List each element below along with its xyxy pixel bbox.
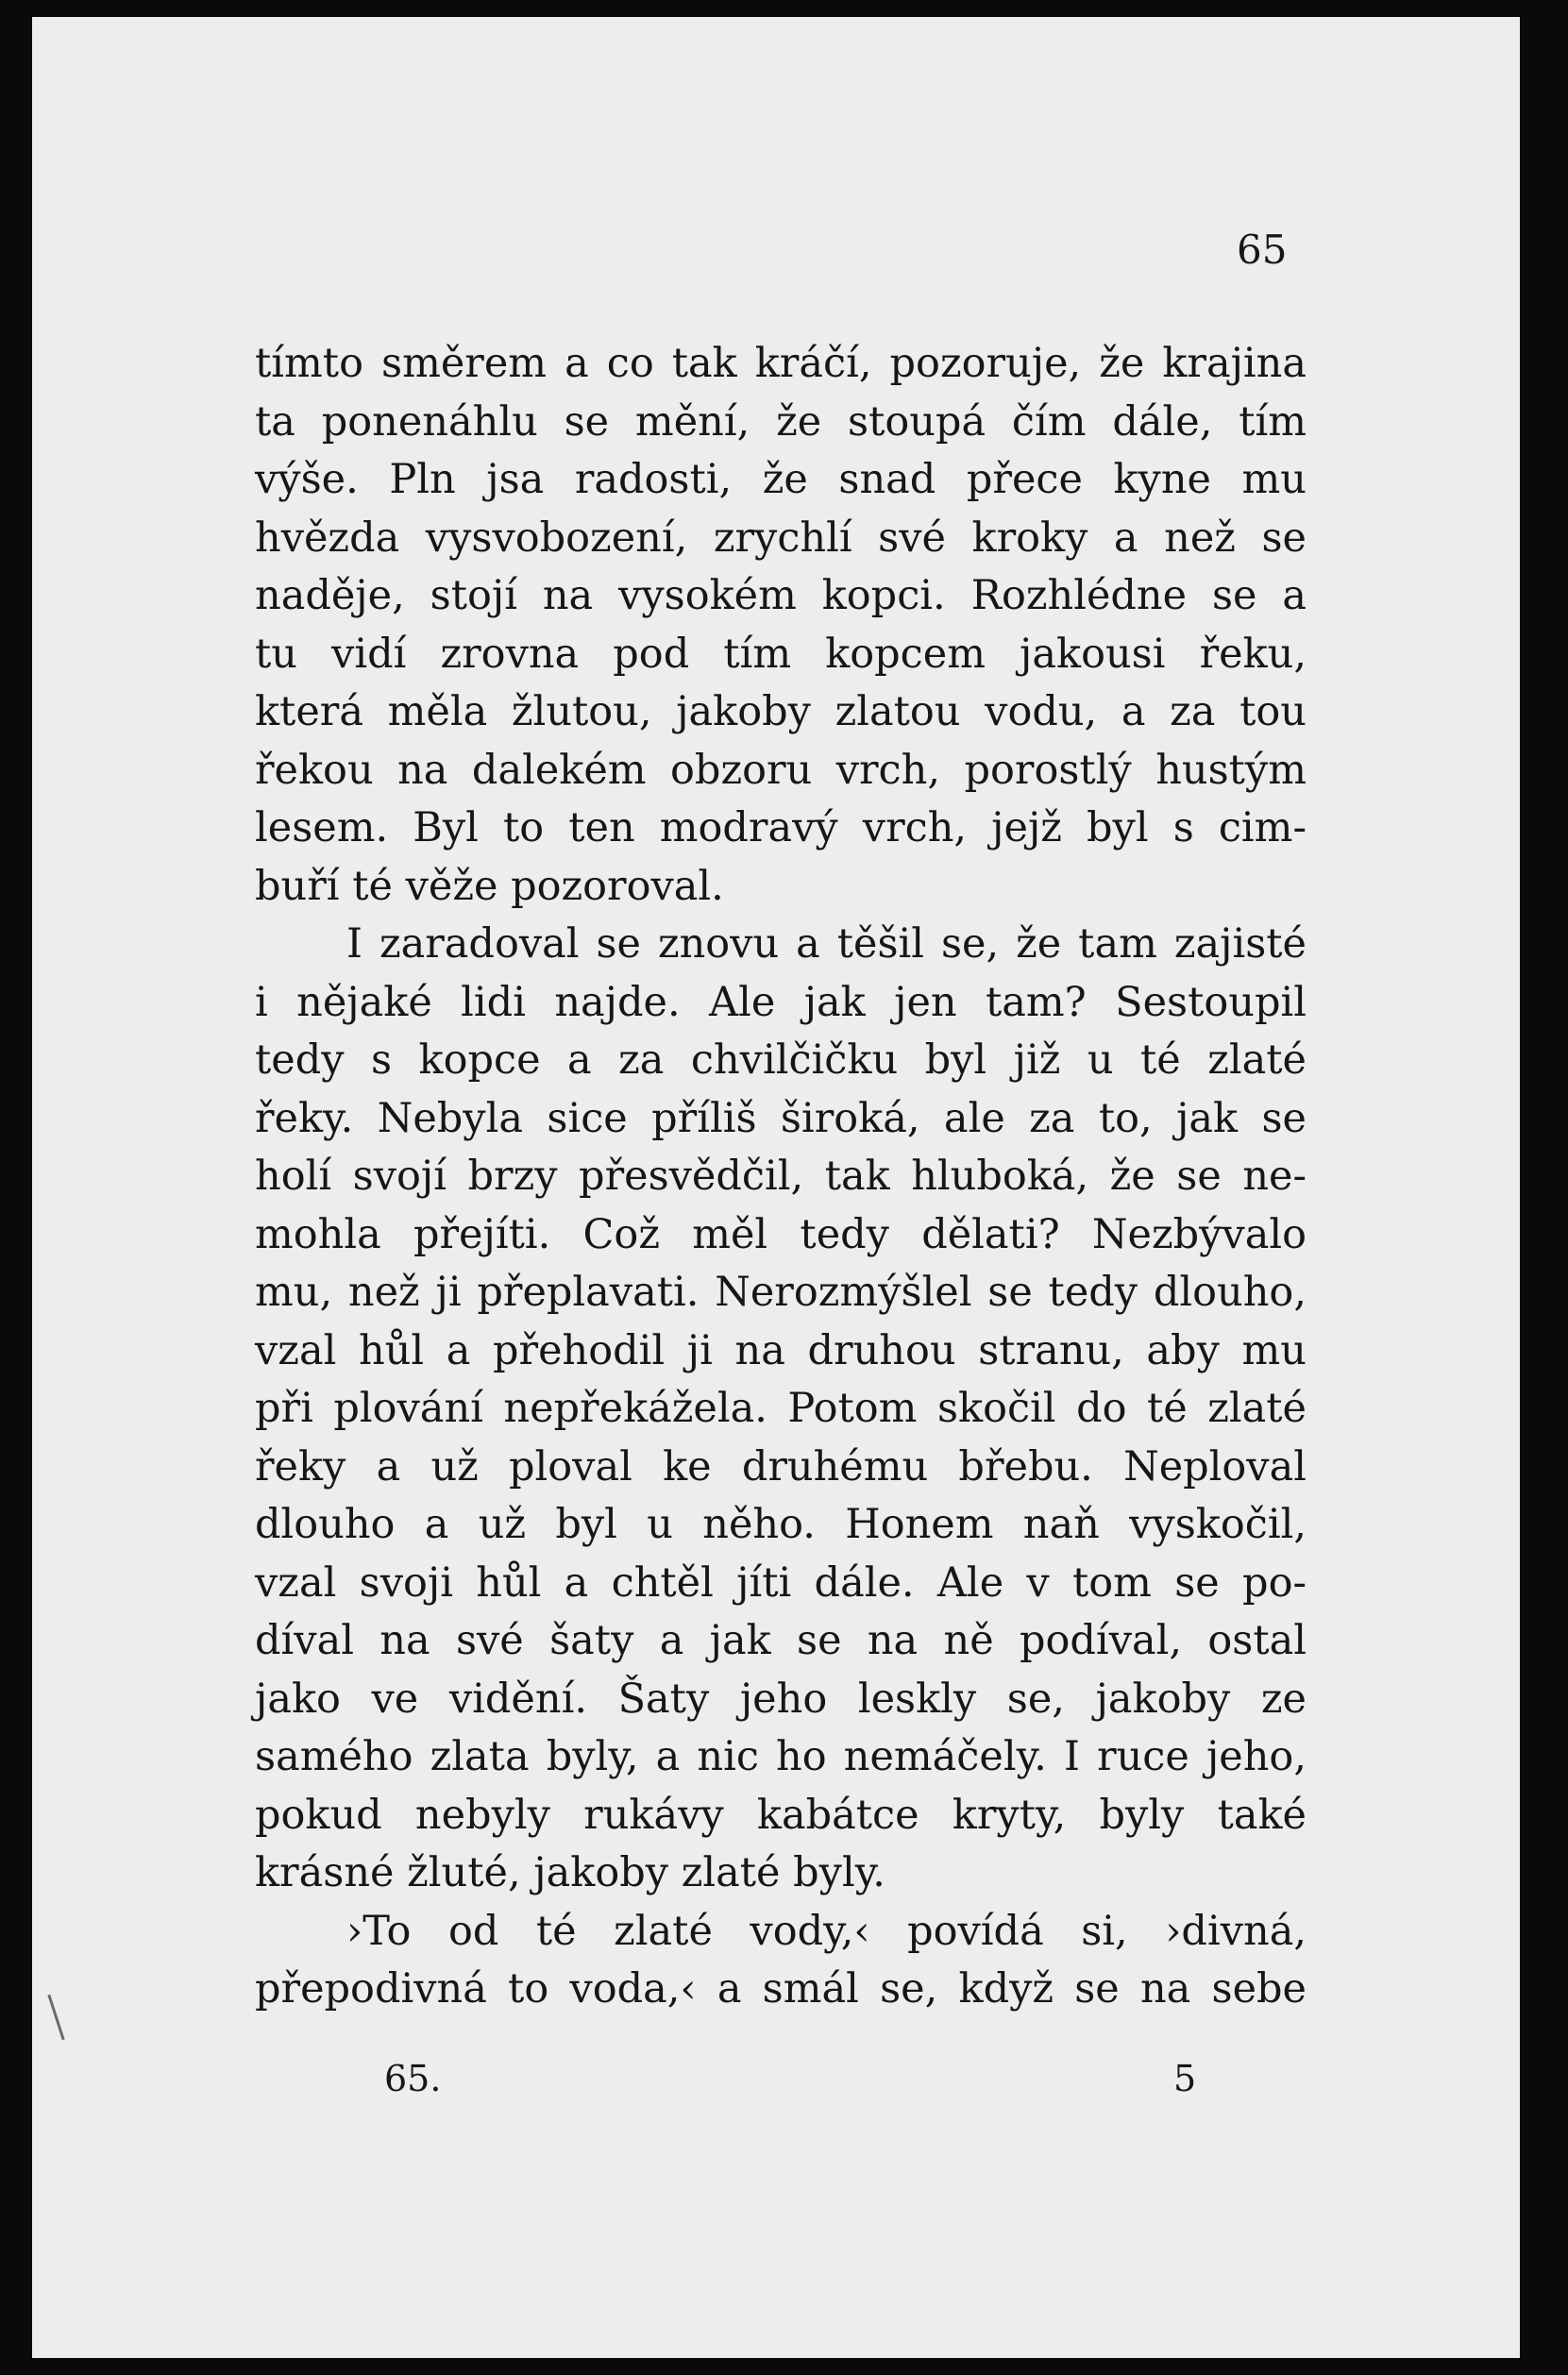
body-text [255,335,1307,2019]
text-line: krásné žluté, jakoby zlaté byly. [255,1849,885,1896]
text-line: řekou na dalekém obzoru vrch, porostlý hustým [255,746,1307,794]
text-line: při plování nepřekážela. Potom skočil do té zlaté [255,1385,1307,1432]
text-line: dlouho a už byl u něho. Honem naň vyskočil, [255,1501,1307,1548]
text-line: tímto směrem a co tak kráčí, pozoruje, že krajina [255,340,1307,387]
paragraph [255,916,1307,1903]
text-line: přepodivná to voda,‹ a smál se, když se na sebe [255,1965,1307,2013]
text-line: vzal svoji hůl a chtěl jíti dále. Ale v tom se po- [255,1558,1307,1607]
text-line: řeky. Nebyla sice příliš široká, ale za to, jak se [255,1094,1307,1142]
text-line: která měla žlutou, jakoby zlatou vodu, a za tou [255,688,1307,735]
text-line: řeky a už ploval ke druhému břebu. Neploval [255,1442,1307,1491]
text-line: jako ve vidění. Šaty jeho leskly se, jakoby ze [255,1675,1307,1723]
gathering-number: 5 [1173,2058,1197,2099]
signature-mark: 65. [384,2058,442,2099]
text-line: naděje, stojí na vysokém kopci. Rozhlédne se a [255,572,1307,619]
text-line: buří té věže pozoroval. [255,862,724,910]
paragraph [255,335,1307,916]
text-line: ta ponenáhlu se mění, že stoupá čím dále, tím [255,397,1307,446]
text-line: hvězda vysvobození, zrychlí své kroky a než se [255,514,1307,562]
text-line: holí svojí brzy přesvědčil, tak hluboká, že se ne- [255,1153,1307,1200]
text-line: mohla přejíti. Což měl tedy dělati? Nezbývalo [255,1210,1307,1258]
text-line: výše. Pln jsa radosti, že snad přece kyne mu [255,456,1307,503]
text-line: samého zlata byly, a nic ho nemáčely. I ruce jeho, [255,1733,1307,1780]
text-line: díval na své šaty a jak se na ně podíval, ostal [255,1617,1307,1664]
page-number: 65 [1237,227,1288,273]
text-line: mu, než ji přeplavati. Nerozmýšlel se tedy dlouho, [255,1269,1307,1316]
text-line: ›To od té zlaté vody,‹ povídá si, ›divná, [346,1907,1307,1955]
text-line: i nějaké lidi najde. Ale jak jen tam? Sestoupil [255,978,1307,1026]
text-line: pokud nebyly rukávy kabátce kryty, byly také [255,1791,1307,1839]
text-line: vzal hůl a přehodil ji na druhou stranu, aby mu [255,1326,1307,1374]
text-line: lesem. Byl to ten modravý vrch, jejž byl s cim- [255,804,1307,851]
text-line: I zaradoval se znovu a těšil se, že tam zajisté [346,920,1307,968]
paragraph [255,1903,1307,2019]
text-line: tu vidí zrovna pod tím kopcem jakousi řeku, [255,630,1307,678]
text-line: tedy s kopce a za chvilčičku byl již u té zlaté [255,1036,1307,1084]
